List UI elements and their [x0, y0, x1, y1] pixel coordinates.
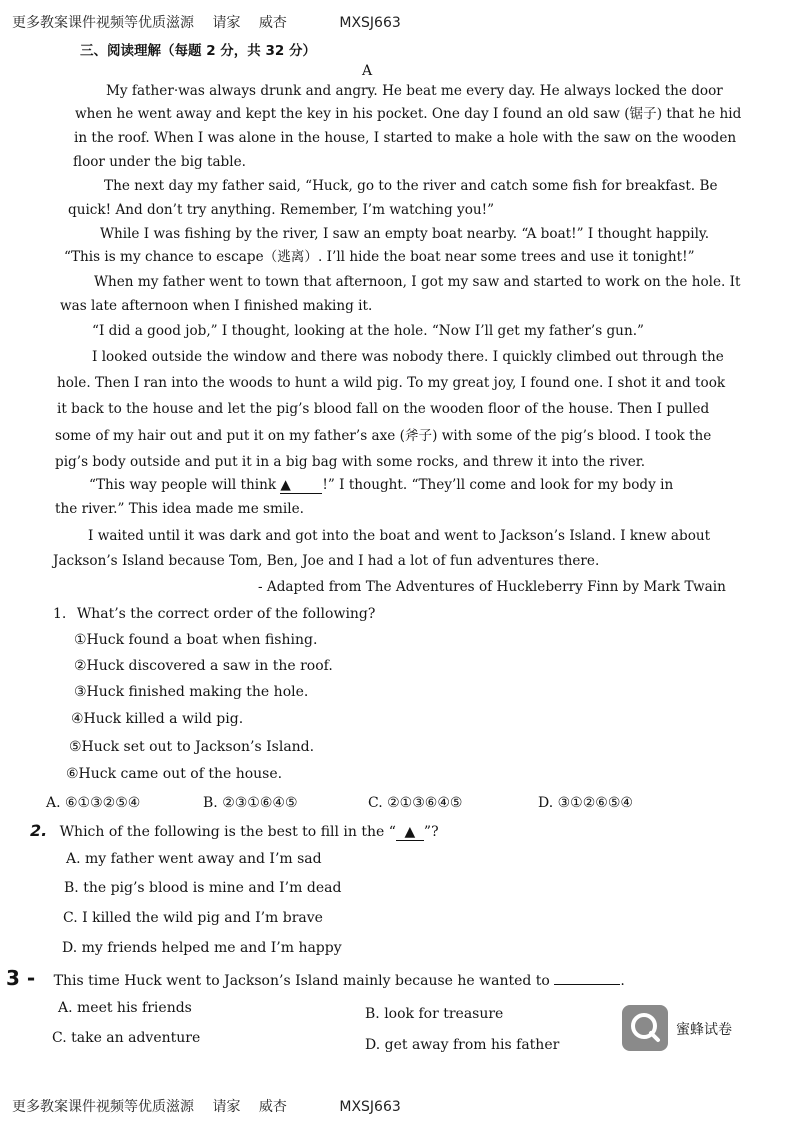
watermark-text: 蜜蜂试卷 [676, 1022, 732, 1038]
answer-blank [554, 984, 620, 985]
header-promo: 更多教案课件视频等优质滋源 [12, 15, 194, 31]
q1-item: ④Huck killed a wild pig. [71, 711, 244, 727]
passage-line: pig’s body outside and put it in a big bag with some rocks, and threw it into the river. [55, 454, 646, 470]
watermark-logo [622, 1005, 668, 1051]
question-2: 2. Which of the following is the best to fill in the “ ▲ ”? [30, 821, 439, 840]
answer-blank [396, 824, 424, 841]
q1-option-b[interactable]: B. ②③①⑥④⑤ [203, 795, 298, 811]
q1-option-a[interactable]: A. ⑥①③②⑤④ [46, 795, 141, 811]
passage-line: The next day my father said, “Huck, go to the river and catch some fish for breakfast. Be [104, 178, 718, 194]
passage-line: While I was fishing by the river, I saw an empty boat nearby. “A boat!” I thought happily. [100, 226, 710, 242]
q3-option-c[interactable]: C. take an adventure [52, 1030, 201, 1046]
page-footer [12, 1096, 401, 1116]
answer-blank [280, 479, 322, 494]
passage-line: it back to the house and let the pig’s blood fall on the wooden floor of the house. Then I pulled [57, 401, 710, 417]
passage-line: When my father went to town that afternoon, I got my saw and started to work on the hole. It [94, 274, 741, 290]
passage-line: the river.” This idea made me smile. [55, 501, 304, 517]
footer-promo: 更多教案课件视频等优质滋源 [12, 1099, 194, 1115]
q1-option-c[interactable]: C. ②①③⑥④⑤ [368, 795, 463, 811]
q3-option-b[interactable]: B. look for treasure [365, 1006, 504, 1022]
q3-option-d[interactable]: D. get away from his father [365, 1037, 560, 1053]
question-number: 1. [53, 606, 67, 622]
question-text: This time Huck went to Jackson’s Island mainly because he wanted to [53, 973, 550, 989]
passage-line: hole. Then I ran into the woods to hunt a wild pig. To my great joy, I found one. I shot it and took [57, 375, 726, 391]
footer-code: MXSJ663 [339, 1099, 401, 1115]
search-icon [622, 1005, 668, 1051]
passage-line: floor under the big table. [73, 154, 246, 170]
passage-line: when he went away and kept the key in his pocket. One day I found an old saw (锯子) that he hid [75, 106, 742, 122]
passage-line: Jackson’s Island because Tom, Ben, Joe and I had a lot of fun adventures there. [53, 553, 600, 569]
passage-line: “This is my chance to escape（逃离）. I’ll hide the boat near some trees and use it tonight!” [64, 249, 695, 265]
question-1 [53, 606, 375, 622]
q2-option-a[interactable]: A. my father went away and I’m sad [66, 851, 322, 867]
question-text: What’s the correct order of the following? [76, 606, 376, 622]
passage-line: My father·was always drunk and angry. He beat me every day. He always locked the door [106, 83, 723, 99]
section-title: 三、阅读理解（每题 2 分，共 32 分） [80, 43, 316, 59]
q1-item: ①Huck found a boat when fishing. [74, 632, 318, 648]
passage-line: quick! And don’t try anything. Remember, I’m watching you!” [68, 202, 495, 218]
q1-item: ②Huck discovered a saw in the roof. [74, 658, 333, 674]
footer-contact-label: 请家 [212, 1099, 241, 1115]
passage-line: I looked outside the window and there was nobody there. I quickly climbed out through the [92, 349, 724, 365]
passage-label: A [362, 63, 373, 79]
page-header [12, 12, 401, 32]
q1-item: ⑤Huck set out to Jackson’s Island. [69, 739, 315, 755]
header-contact-name: 威杏 [258, 15, 287, 31]
passage-line: “I did a good job,” I thought, looking at the hole. “Now I’ll get my father’s gun.” [92, 323, 644, 339]
q1-option-d[interactable]: D. ③①②⑥⑤④ [538, 795, 633, 811]
question-3: 3 - This time Huck went to Jackson’s Island mainly because he wanted to . [6, 966, 625, 990]
triangle-icon: ▲ [404, 824, 416, 840]
question-number: 3 - [6, 966, 36, 990]
passage-blank-line: “This way people will think ▲ !” I thought. “They’ll come and look for my body in [89, 477, 674, 493]
passage-line: some of my hair out and put it on my father’s axe (斧子) with some of the pig’s blood. I took the [55, 428, 712, 444]
q2-option-c[interactable]: C. I killed the wild pig and I’m brave [63, 910, 323, 926]
q2-option-d[interactable]: D. my friends helped me and I’m happy [62, 940, 342, 956]
footer-contact-name: 威杏 [258, 1099, 287, 1115]
header-contact-label: 请家 [212, 15, 241, 31]
triangle-icon: ▲ [280, 477, 291, 493]
passage-line: in the roof. When I was alone in the house, I started to make a hole with the saw on the wooden [74, 130, 737, 146]
q3-option-a[interactable]: A. meet his friends [58, 1000, 192, 1016]
passage-source: - Adapted from The Adventures of Huckleberry Finn by Mark Twain [258, 579, 726, 595]
q1-item: ③Huck finished making the hole. [74, 684, 309, 700]
q2-option-b[interactable]: B. the pig’s blood is mine and I’m dead [64, 880, 342, 896]
q1-item: ⑥Huck came out of the house. [66, 766, 283, 782]
header-code: MXSJ663 [339, 15, 401, 31]
passage-line: was late afternoon when I finished making it. [60, 298, 373, 314]
passage-line: I waited until it was dark and got into the boat and went to Jackson’s Island. I knew about [88, 528, 711, 544]
question-number: 2. [30, 821, 48, 840]
